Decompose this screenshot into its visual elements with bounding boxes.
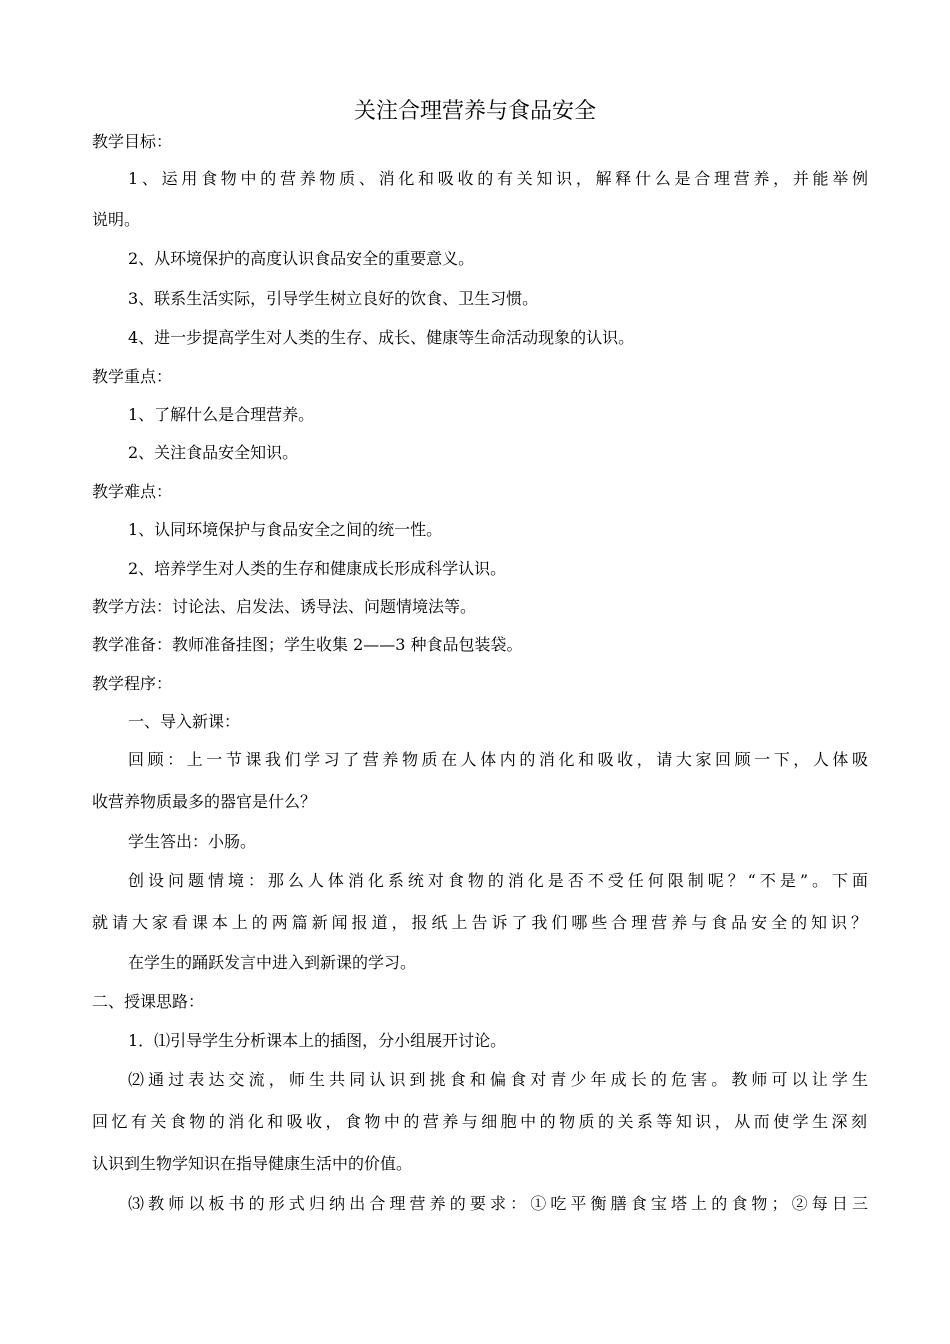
- paragraph-line: 在学生的踊跃发言中进入到新课的学习。: [128, 953, 417, 972]
- paragraph-line: 4、进一步提高学生对人类的生存、成长、健康等生命活动现象的认识。: [128, 328, 635, 347]
- paragraph-line: 收营养物质最多的器官是什么？: [92, 792, 317, 811]
- paragraph-line: 1、认同环境保护与食品安全之间的统一性。: [128, 520, 443, 539]
- section-heading-preparation: 教学准备：教师准备挂图；学生收集 2——3 种食品包装袋。: [92, 635, 523, 654]
- paragraph-line: ⑶教师以板书的形式归纳出合理营养的要求：①吃平衡膳食宝塔上的食物；②每日三: [128, 1194, 868, 1213]
- paragraph-line: 就请大家看课本上的两篇新闻报道，报纸上告诉了我们哪些合理营养与食品安全的知识？: [92, 913, 867, 932]
- section-heading-objectives: 教学目标：: [92, 132, 173, 151]
- paragraph-line: 2、关注食品安全知识。: [128, 443, 299, 462]
- subsection-heading: 一、导入新课：: [128, 712, 241, 731]
- paragraph-line: 1．⑴引导学生分析课本上的插图，分小组展开讨论。: [128, 1031, 507, 1050]
- paragraph-line: 1、了解什么是合理营养。: [128, 405, 315, 424]
- paragraph-line: 认识到生物学知识在指导健康生活中的价值。: [92, 1154, 413, 1173]
- paragraph-line: 创设问题情境：那么人体消化系统对食物的消化是否不受任何限制呢？“不是”。下面: [128, 871, 868, 890]
- section-heading-teaching-approach: 二、授课思路：: [92, 992, 205, 1011]
- section-heading-procedure: 教学程序：: [92, 674, 173, 693]
- paragraph-line: ⑵通过表达交流，师生共同认识到挑食和偏食对青少年成长的危害。教师可以让学生: [128, 1070, 868, 1089]
- section-heading-key-points: 教学重点：: [92, 367, 173, 386]
- paragraph-line: 2、培养学生对人类的生存和健康成长形成科学认识。: [128, 559, 507, 578]
- section-heading-difficulties: 教学难点：: [92, 482, 173, 501]
- paragraph-line: 3、联系生活实际，引导学生树立良好的饮食、卫生习惯。: [128, 289, 539, 308]
- document-title: 关注合理营养与食品安全: [353, 99, 596, 124]
- paragraph-line: 1、运用食物中的营养物质、消化和吸收的有关知识，解释什么是合理营养，并能举例: [128, 169, 868, 188]
- paragraph-line: 学生答出：小肠。: [128, 832, 257, 851]
- section-heading-methods: 教学方法：讨论法、启发法、诱导法、问题情境法等。: [92, 597, 477, 616]
- paragraph-line: 回忆有关食物的消化和吸收，食物中的营养与细胞中的物质的关系等知识，从而使学生深刻: [92, 1112, 867, 1131]
- paragraph-line: 回顾：上一节课我们学习了营养物质在人体内的消化和吸收，请大家回顾一下，人体吸: [128, 750, 868, 769]
- paragraph-line: 说明。: [92, 210, 141, 229]
- paragraph-line: 2、从环境保护的高度认识食品安全的重要意义。: [128, 249, 475, 268]
